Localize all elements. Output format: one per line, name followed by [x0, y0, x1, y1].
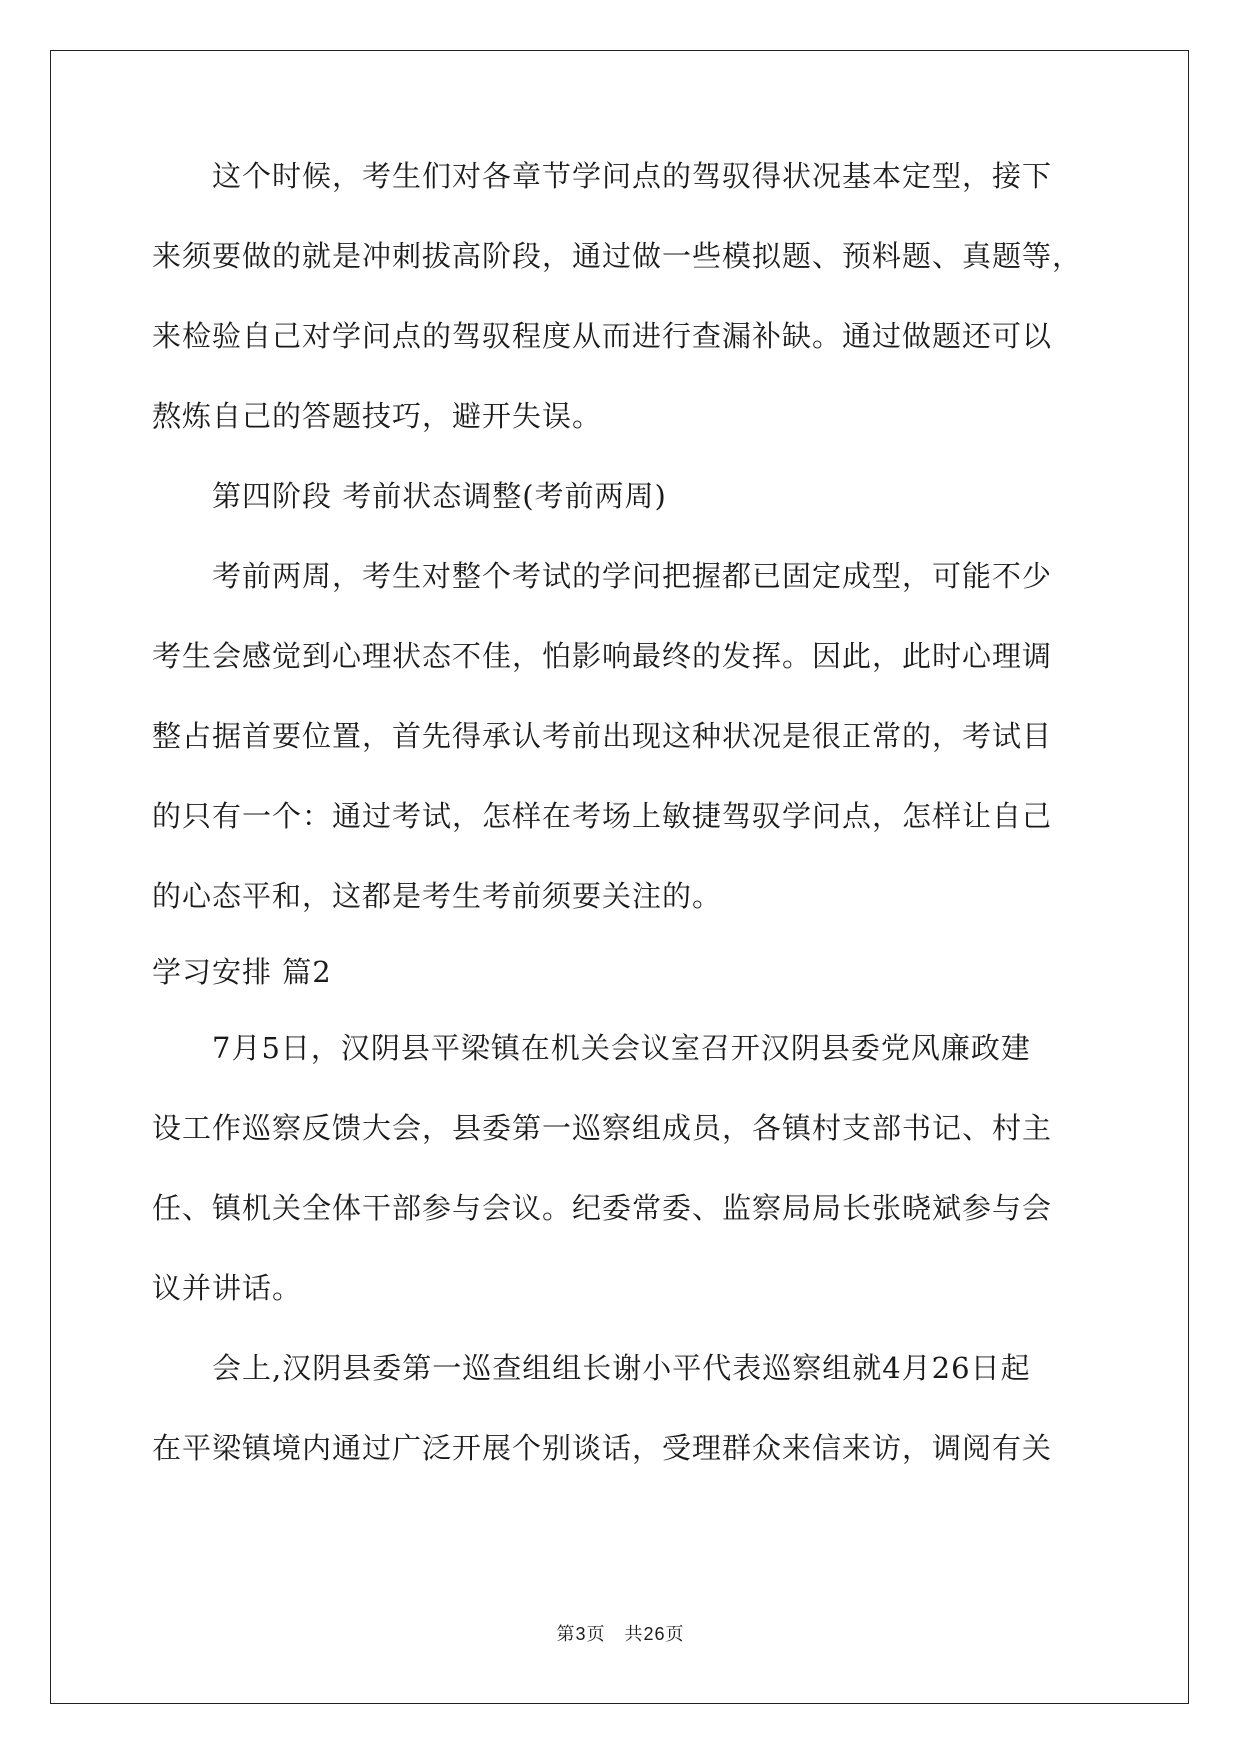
article-heading: 学习安排 篇2 — [152, 955, 332, 989]
text-line: 任、镇机关全体干部参与会议。纪委常委、监察局局长张晓斌参与会 — [152, 1191, 1053, 1225]
text-line: 考生会感觉到心理状态不佳，怕影响最终的发挥。因此，此时心理调 — [152, 639, 1053, 673]
footer-suffix: 页 — [665, 1624, 685, 1645]
text-line: 的只有一个：通过考试，怎样在考场上敏捷驾驭学问点，怎样让自己 — [152, 799, 1053, 833]
text-line: 这个时候，考生们对各章节学问点的驾驭得状况基本定型，接下 — [152, 159, 1053, 193]
text-line: 来须要做的就是冲刺拔高阶段，通过做一些模拟题、预料题、真题等， — [152, 239, 1083, 273]
text-line: 考前两周，考生对整个考试的学问把握都已固定成型，可能不少 — [152, 559, 1053, 593]
total-page-count: 26 — [643, 1624, 666, 1644]
document-body — [152, 160, 1092, 1512]
current-page-number: 3 — [575, 1624, 587, 1644]
text-line: 的心态平和，这都是考生考前须要关注的。 — [152, 879, 723, 913]
text-line: 会上,汉阴县委第一巡查组组长谢小平代表巡察组就4月26日起 — [152, 1351, 1031, 1385]
text-line: 7月5日，汉阴县平梁镇在机关会议室召开汉阴县委党风廉政建 — [152, 1031, 1031, 1065]
footer-prefix: 第 — [556, 1624, 576, 1645]
page-footer — [0, 1620, 1241, 1646]
text-line: 整占据首要位置，首先得承认考前出现这种状况是很正常的，考试目 — [152, 719, 1053, 753]
text-line: 来检验自己对学问点的驾驭程度从而进行查漏补缺。通过做题还可以 — [152, 319, 1053, 353]
section-heading: 第四阶段 考前状态调整(考前两周) — [152, 479, 667, 513]
text-line: 熬炼自己的答题技巧，避开失误。 — [152, 399, 603, 433]
text-line: 设工作巡察反馈大会，县委第一巡察组成员，各镇村支部书记、村主 — [152, 1111, 1053, 1145]
footer-middle: 页 共 — [586, 1624, 644, 1645]
text-line: 在平梁镇境内通过广泛开展个别谈话，受理群众来信来访，调阅有关 — [152, 1431, 1053, 1465]
text-line: 议并讲话。 — [152, 1271, 303, 1305]
